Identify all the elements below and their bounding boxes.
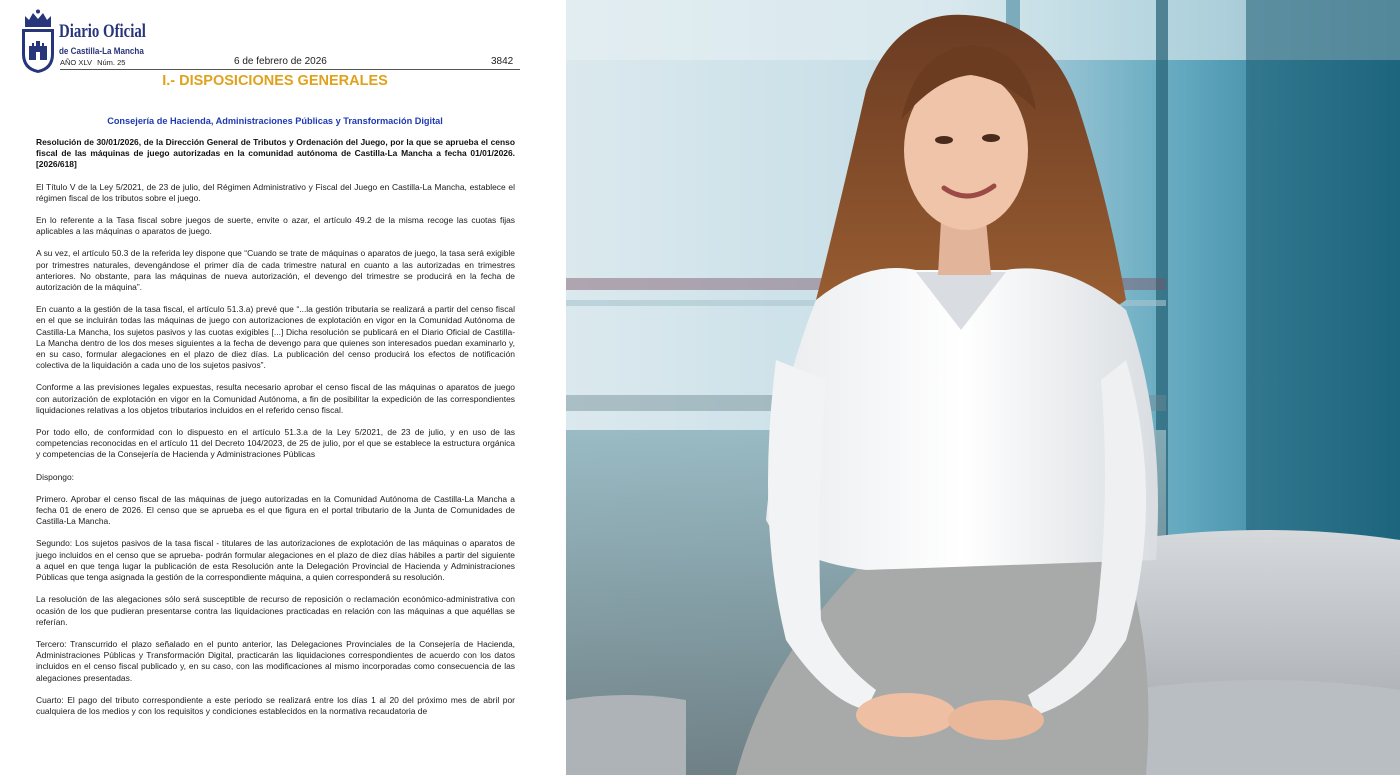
paragraph: Conforme a las previsiones legales expuestas, resulta necesario aprobar el censo fiscal de las máquinas o aparatos de juego con autorización de explotación en vigor en la Comunidad Autónoma, a fin de posibilitar la expedición de las correspondientes liquidaciones relativas a los objetos tributarios incluidos en el referido censo fiscal.	[36, 382, 515, 415]
section-title: I.- DISPOSICIONES GENERALES	[162, 73, 388, 89]
publication-title: Diario Oficial	[59, 21, 146, 42]
issue-meta	[60, 58, 125, 67]
document-body	[36, 137, 515, 728]
official-gazette-page	[0, 0, 556, 775]
publication-date: 6 de febrero de 2026	[234, 56, 327, 67]
paragraph: En cuanto a la gestión de la tasa fiscal, el artículo 51.3.a) prevé que “...la gestión tributaria se realizará a partir del censo fiscal en el que se incluirán todas las máquinas de juego con autorizaciones de explotación en vigor en la Comunidad Autónoma de Castilla-La Mancha, los sujetos pasivos y las cuotas exigibles [...] Dicha resolución se publicará en el Diario Oficial de Castilla-La Mancha dentro de los dos meses siguientes a la fecha de devengo para que quienes son interesados puedan examinarlo y, en su caso, formular alegaciones en el plazo de diez días. La publicación del censo producirá los efectos de notificación colectiva de la liquidación a cada uno de los sujetos pasivos”.	[36, 304, 515, 371]
paragraph: El Título V de la Ley 5/2021, de 23 de julio, del Régimen Administrativo y Fiscal del Juego en Castilla-La Mancha, establece el régimen fiscal de los tributos sobre el juego.	[36, 181, 515, 203]
portrait-illustration	[566, 0, 1400, 775]
department-name: Consejería de Hacienda, Administraciones Públicas y Transformación Digital	[107, 116, 443, 126]
paragraph: Por todo ello, de conformidad con lo dispuesto en el artículo 51.3.a de la Ley 5/2021, de 23 de julio, y en uso de las competencias reconocidas en el artículo 11 del Decreto 104/2023, de 25 de julio, por el que se establece la estructura orgánica y competencias de la Consejería de Hacienda y Administraciones Públicas	[36, 427, 515, 460]
year-label: AÑO XLV	[60, 58, 92, 67]
resolution-title: Resolución de 30/01/2026, de la Dirección General de Tributos y Ordenación del Juego, por la que se aprueba el censo fiscal de las máquinas de juego autorizadas en la comunidad autónoma de Castilla-La Mancha a fecha 01/01/2026. [2026/618]	[36, 137, 515, 170]
paragraph: Tercero: Transcurrido el plazo señalado en el punto anterior, las Delegaciones Provinciales de la Consejería de Hacienda, Administraciones Públicas y Transformación Digital, practicarán las liquidaciones correspondientes de acuerdo con los datos incluidos en el censo fiscal publicado y, en su caso, con las modificaciones al mismo incorporadas como consecuencia de las alegaciones presentadas.	[36, 638, 515, 683]
castilla-la-mancha-crest-icon	[20, 8, 56, 74]
paragraph: La resolución de las alegaciones sólo será susceptible de recurso de reposición o reclamación económico-administrativa con ocasión de los que pudieran presentarse contra las liquidaciones practicadas en relación con las máquinas a que aquéllas se referían.	[36, 594, 515, 627]
publication-subtitle: de Castilla-La Mancha	[59, 46, 144, 57]
header-divider	[60, 69, 520, 70]
paragraph: Segundo: Los sujetos pasivos de la tasa fiscal - titulares de las autorizaciones de explotación de las máquinas o aparatos de juego incluidos en el censo que se aprueba- podrán formular alegaciones en el plazo de diez días hábiles a partir del siguiente a aquel en que tenga lugar la publicación de esta Resolución ante la Delegación Provincial de Hacienda y Administraciones Públicas que tenga asignada la gestión de la correspondiente máquina, a quien corresponderá su resolución.	[36, 538, 515, 583]
paragraph: Cuarto: El pago del tributo correspondiente a este periodo se realizará entre los días 1 al 20 del próximo mes de abril por cualquiera de los medios y con los requisitos y condiciones establecidos en la normativa recaudatoria de	[36, 694, 515, 716]
issue-number: Núm. 25	[97, 58, 126, 67]
paragraph: A su vez, el artículo 50.3 de la referida ley dispone que “Cuando se trate de máquinas o aparatos de juego, la tasa será exigible por trimestres naturales, devengándose el primer día de cada trimestre natural en cuanto a las autorizadas en trimestres anteriores. No obstante, para las máquinas de nueva autorización, el devengo del trimestre se producirá en la fecha de autorización de la máquina”.	[36, 248, 515, 293]
paragraph: En lo referente a la Tasa fiscal sobre juegos de suerte, envite o azar, el artículo 49.2 de la misma recoge las cuotas fijas aplicables a las máquinas o aparatos de juego.	[36, 215, 515, 237]
paragraph: Primero. Aprobar el censo fiscal de las máquinas de juego autorizadas en la Comunidad Autónoma de Castilla-La Mancha a fecha 01 de enero de 2026. El censo que se aprueba es el que figura en el portal tributario de la Junta de Comunidades de Castilla-La Mancha.	[36, 493, 515, 527]
paragraph: Dispongo:	[36, 471, 74, 482]
page-number: 3842	[491, 56, 514, 67]
portrait-photo	[566, 0, 1400, 775]
